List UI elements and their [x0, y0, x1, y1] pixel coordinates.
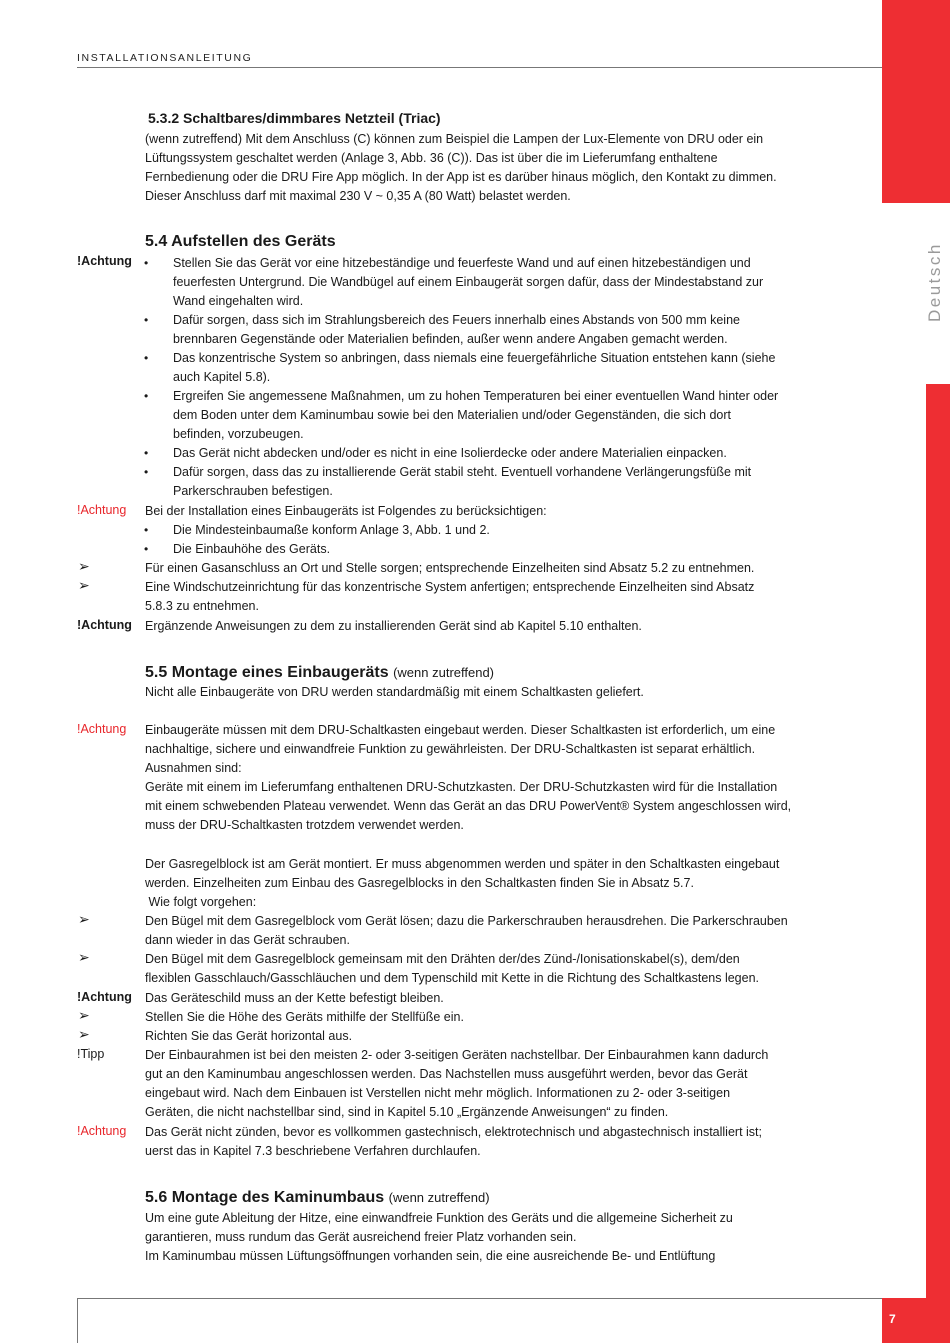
paragraph-line: werden. Einzelheiten zum Einbau des Gasregelblocks in den Schaltkasten finden Sie in Absatz 5.7. [145, 876, 694, 890]
footer-rule [77, 1298, 882, 1299]
bullet-text: Stellen Sie das Gerät vor eine hitzebeständige und feuerfeste Wand und auf einen hitzebeständigen und [173, 256, 751, 270]
paragraph-line: Der Gasregelblock ist am Gerät montiert. Er muss abgenommen werden und später in den Schaltkasten eingebaut [145, 857, 780, 871]
paragraph-line: Wie folgt vorgehen: [145, 895, 257, 909]
bullet: • [144, 256, 149, 270]
bullet: • [144, 389, 149, 403]
paragraph-line: Einbaugeräte müssen mit dem DRU-Schaltkasten eingebaut werden. Dieser Schaltkasten ist erforderlich, um eine [145, 723, 776, 737]
achtung-marker: !Achtung [77, 990, 132, 1004]
arrow-bullet-icon: ➢ [78, 558, 90, 574]
paragraph-line: 5.8.3 zu entnehmen. [145, 599, 259, 613]
paragraph-line: Der Einbaurahmen ist bei den meisten 2- oder 3-seitigen Geräten nachstellbar. Der Einbaurahmen kann dadurch [145, 1048, 769, 1062]
paragraph-line: Das Geräteschild muss an der Kette befestigt bleiben. [145, 991, 444, 1005]
arrow-bullet-icon: ➢ [78, 949, 90, 965]
achtung-marker: !Achtung [77, 722, 127, 736]
paragraph-line: dann wieder in das Gerät schrauben. [145, 933, 350, 947]
bullet-text: auch Kapitel 5.8). [173, 370, 271, 384]
paragraph-line: Im Kaminumbau müssen Lüftungsöffnungen vorhanden sein, die eine ausreichende Be- und Entlüftung [145, 1249, 716, 1263]
bullet-text: Die Mindesteinbaumaße konform Anlage 3, Abb. 1 und 2. [173, 523, 490, 537]
paragraph-line: Eine Windschutzeinrichtung für das konzentrische System anfertigen; entsprechende Einzelheiten sind Absatz [145, 580, 755, 594]
paragraph-line: Bei der Installation eines Einbaugeräts ist Folgendes zu berücksichtigen: [145, 504, 547, 518]
paragraph-line: Ausnahmen sind: [145, 761, 242, 775]
paragraph-line: Für einen Gasanschluss an Ort und Stelle sorgen; entsprechende Einzelheiten sind Absatz 5.2 zu entnehmen. [145, 561, 755, 575]
document-header: INSTALLATIONSANLEITUNG [77, 52, 253, 64]
arrow-bullet-icon: ➢ [78, 1026, 90, 1042]
red-tab-bottom [926, 384, 950, 1299]
paragraph-line: Den Bügel mit dem Gasregelblock gemeinsam mit den Drähten der/des Zünd-/Ionisationskabel(s), dem/den [145, 952, 740, 966]
section-55-title: 5.5 Montage eines Einbaugeräts (wenn zutreffend) [145, 664, 495, 681]
section-56-title: 5.6 Montage des Kaminumbaus (wenn zutreffend) [145, 1189, 490, 1206]
section-54-title: 5.4 Aufstellen des Geräts [145, 233, 336, 250]
paragraph-line: Ergänzende Anweisungen zu dem zu installierenden Gerät sind ab Kapitel 5.10 enthalten. [145, 619, 642, 633]
paragraph-line: Stellen Sie die Höhe des Geräts mithilfe der Stellfüße ein. [145, 1010, 464, 1024]
paragraph-line: Geräte mit einem im Lieferumfang enthaltenen DRU-Schutzkasten. Der DRU-Schutzkasten wird für die Installation [145, 780, 778, 794]
footer-corner-rule [77, 1298, 78, 1343]
language-label: Deutsch [925, 242, 944, 322]
bullet-text: Parkerschrauben befestigen. [173, 484, 333, 498]
bullet: • [144, 313, 149, 327]
arrow-bullet-icon: ➢ [78, 577, 90, 593]
bullet-text: Ergreifen Sie angemessene Maßnahmen, um zu hohen Temperaturen bei einer eventuellen Wand hinter oder [173, 389, 779, 403]
page-number: 7 [889, 1312, 896, 1326]
paragraph-line: Nicht alle Einbaugeräte von DRU werden standardmäßig mit einem Schaltkasten geliefert. [145, 685, 644, 699]
bullet-text: Wand eingehalten wird. [173, 294, 304, 308]
paragraph-line: flexiblen Gasschlauch/Gasschläuchen und dem Typenschild mit Kette in die Richtung des Schaltkastens legen. [145, 971, 760, 985]
bullet: • [144, 351, 149, 365]
bullet: • [144, 446, 149, 460]
achtung-marker: !Achtung [77, 254, 132, 268]
paragraph-line: gut an den Kaminumbau angeschlossen werden. Das Nachstellen muss ausgeführt werden, bevor das Gerät [145, 1067, 748, 1081]
paragraph-line: nachhaltige, sichere und einwandfreie Funktion zu gewährleisten. Der DRU-Schaltkasten ist separat erhältlich. [145, 742, 756, 756]
header-rule [77, 67, 882, 68]
bullet-text: Das konzentrische System so anbringen, dass niemals eine feuergefährliche Situation entstehen kann (siehe [173, 351, 776, 365]
bullet-text: Das Gerät nicht abdecken und/oder es nicht in eine Isolierdecke oder andere Materialien einpacken. [173, 446, 727, 460]
paragraph-line: Geräten, die nicht nachstellbar sind, sind in Kapitel 5.10 „Ergänzende Anweisungen“ zu finden. [145, 1105, 669, 1119]
achtung-marker: !Achtung [77, 503, 127, 517]
paragraph-line: Lüftungssystem geschaltet werden (Anlage 3, Abb. 36 (C)). Das ist über die im Lieferumfang enthaltene [145, 151, 718, 165]
paragraph-line: mit einem schwebenden Plateau verwendet. Wenn das Gerät an das DRU PowerVent® System angeschlossen wird, [145, 799, 792, 813]
paragraph-line: Richten Sie das Gerät horizontal aus. [145, 1029, 353, 1043]
paragraph-line: eingebaut wird. Nach dem Einbauen ist Verstellen nicht mehr möglich. Informationen zu 2- oder 3-seitigen [145, 1086, 731, 1100]
bullet-text: Dafür sorgen, dass sich im Strahlungsbereich des Feuers innerhalb eines Abstands von 500 mm keine [173, 313, 740, 327]
paragraph-line: garantieren, muss rundum das Gerät ausreichend freier Platz vorhanden sein. [145, 1230, 577, 1244]
bullet: • [144, 523, 149, 537]
red-tab-top [882, 0, 950, 203]
bullet-text: Die Einbauhöhe des Geräts. [173, 542, 331, 556]
paragraph-line: Den Bügel mit dem Gasregelblock vom Gerät lösen; dazu die Parkerschrauben herausdrehen. Die Parkerschrauben [145, 914, 788, 928]
paragraph-line: muss der DRU-Schaltkasten trotzdem verwendet werden. [145, 818, 464, 832]
paragraph-line: Dieser Anschluss darf mit maximal 230 V ~ 0,35 A (80 Watt) belastet werden. [145, 189, 571, 203]
tipp-marker: !Tipp [77, 1047, 105, 1061]
bullet-text: feuerfesten Untergrund. Die Wandbügel auf einem Einbaugerät sorgen dafür, dass der Mindestabstand zur [173, 275, 764, 289]
paragraph-line: (wenn zutreffend) Mit dem Anschluss (C) können zum Beispiel die Lampen der Lux-Elemente von DRU oder ein [145, 132, 764, 146]
bullet: • [144, 542, 149, 556]
bullet-text: Dafür sorgen, dass das zu installierende Gerät stabil steht. Eventuell vorhandene Verlängerungsfüße mit [173, 465, 752, 479]
bullet: • [144, 465, 149, 479]
arrow-bullet-icon: ➢ [78, 911, 90, 927]
bullet-text: dem Boden unter dem Kaminumbau sowie bei den Materialien und/oder Gegenständen, die sich dort [173, 408, 731, 422]
achtung-marker: !Achtung [77, 1124, 127, 1138]
achtung-marker: !Achtung [77, 618, 132, 632]
arrow-bullet-icon: ➢ [78, 1007, 90, 1023]
section-532-title: 5.3.2 Schaltbares/dimmbares Netzteil (Triac) [148, 110, 441, 126]
paragraph-line: Fernbedienung oder die DRU Fire App möglich. In der App ist es darüber hinaus möglich, den Kontakt zu dimmen. [145, 170, 777, 184]
paragraph-line: Das Gerät nicht zünden, bevor es vollkommen gastechnisch, elektrotechnisch und abgastechnisch installiert ist; [145, 1125, 762, 1139]
paragraph-line: Um eine gute Ableitung der Hitze, eine einwandfreie Funktion des Geräts und die allgemeine Sicherheit zu [145, 1211, 733, 1225]
bullet-text: brennbaren Gegenstände oder Materialien befinden, außer wenn andere Angaben gemacht werden. [173, 332, 728, 346]
paragraph-line: uerst das in Kapitel 7.3 beschriebene Verfahren durchlaufen. [145, 1144, 481, 1158]
bullet-text: befinden, vorzubeugen. [173, 427, 304, 441]
